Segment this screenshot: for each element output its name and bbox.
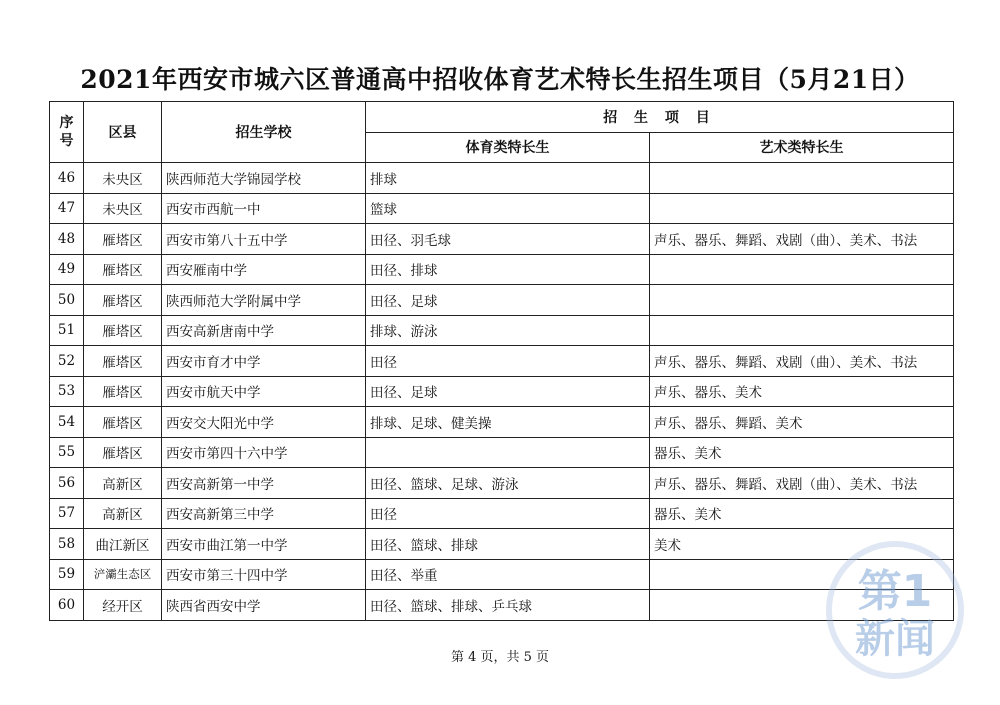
row-school: 陕西师范大学锦园学校 [162,163,366,194]
row-sport-items: 田径、举重 [366,559,650,590]
row-district: 雁塔区 [84,224,162,255]
table-row [50,437,954,468]
table-row [50,224,954,255]
row-school: 西安雁南中学 [162,254,366,285]
row-district: 雁塔区 [84,346,162,377]
row-number: 59 [50,559,84,590]
row-art-items [650,254,954,285]
row-district: 雁塔区 [84,437,162,468]
row-number: 48 [50,224,84,255]
row-number: 49 [50,254,84,285]
row-sport-items: 排球 [366,163,650,194]
header-index [50,102,84,163]
row-school: 西安市育才中学 [162,346,366,377]
table-row [50,285,954,316]
row-sport-items: 田径、排球 [366,254,650,285]
row-sport-items: 田径 [366,346,650,377]
table-row [50,163,954,194]
row-number: 60 [50,590,84,621]
row-school: 西安高新第三中学 [162,498,366,529]
row-district: 浐灞生态区 [84,559,162,590]
row-art-items: 声乐、器乐、舞蹈、戏剧（曲）、美术、书法 [650,468,954,499]
row-school: 西安市曲江第一中学 [162,529,366,560]
row-art-items: 美术 [650,529,954,560]
row-school: 西安市第四十六中学 [162,437,366,468]
table-row [50,315,954,346]
row-sport-items: 田径、羽毛球 [366,224,650,255]
page-footer: 第 4 页，共 5 页 [450,650,550,665]
row-school: 陕西师范大学附属中学 [162,285,366,316]
row-district: 未央区 [84,163,162,194]
row-district: 雁塔区 [84,254,162,285]
header-sport: 体育类特长生 [366,132,650,163]
document-title: 2021年西安市城六区普通高中招收体育艺术特长生招生项目（5月21日） [80,65,920,94]
row-art-items: 声乐、器乐、舞蹈、美术 [650,407,954,438]
row-sport-items: 篮球 [366,193,650,224]
row-art-items: 器乐、美术 [650,498,954,529]
row-district: 雁塔区 [84,407,162,438]
table-row [50,254,954,285]
row-sport-items: 田径、篮球、足球、游泳 [366,468,650,499]
watermark-line1: 第1 [857,566,933,617]
row-school: 西安交大阳光中学 [162,407,366,438]
row-school: 西安市航天中学 [162,376,366,407]
header-enrollment-items: 招 生 项 目 [366,102,954,133]
row-art-items [650,193,954,224]
watermark-line2: 新闻 [855,616,935,662]
row-district: 未央区 [84,193,162,224]
header-district: 区县 [84,102,162,163]
table-row [50,468,954,499]
row-number: 54 [50,407,84,438]
row-school: 陕西省西安中学 [162,590,366,621]
header-art: 艺术类特长生 [650,132,954,163]
row-sport-items: 排球、足球、健美操 [366,407,650,438]
table-row [50,529,954,560]
row-number: 58 [50,529,84,560]
row-art-items: 声乐、器乐、舞蹈、戏剧（曲）、美术、书法 [650,346,954,377]
watermark-logo [820,540,970,680]
row-school: 西安市第八十五中学 [162,224,366,255]
row-district: 高新区 [84,498,162,529]
row-art-items: 声乐、器乐、舞蹈、戏剧（曲）、美术、书法 [650,224,954,255]
table-row [50,407,954,438]
row-school: 西安市西航一中 [162,193,366,224]
row-number: 53 [50,376,84,407]
row-sport-items: 田径 [366,498,650,529]
table-body [50,163,954,621]
row-district: 经开区 [84,590,162,621]
row-school: 西安高新第一中学 [162,468,366,499]
row-art-items [650,315,954,346]
table-row [50,498,954,529]
row-number: 46 [50,163,84,194]
row-number: 52 [50,346,84,377]
row-district: 雁塔区 [84,315,162,346]
row-number: 57 [50,498,84,529]
row-sport-items: 田径、足球 [366,285,650,316]
row-number: 47 [50,193,84,224]
row-district: 曲江新区 [84,529,162,560]
row-art-items: 声乐、器乐、美术 [650,376,954,407]
row-number: 51 [50,315,84,346]
table-row [50,346,954,377]
row-district: 高新区 [84,468,162,499]
header-index-line1: 序 [59,115,74,131]
row-number: 50 [50,285,84,316]
row-art-items [650,163,954,194]
row-school: 西安高新唐南中学 [162,315,366,346]
row-art-items: 器乐、美术 [650,437,954,468]
row-art-items [650,285,954,316]
header-index-line2: 号 [59,133,74,149]
enrollment-table [49,101,954,621]
table-row [50,193,954,224]
table-row [50,590,954,621]
row-sport-items: 田径、篮球、排球、乒乓球 [366,590,650,621]
row-district: 雁塔区 [84,285,162,316]
row-sport-items: 田径、足球 [366,376,650,407]
row-sport-items [366,437,650,468]
header-school: 招生学校 [162,102,366,163]
table-row [50,376,954,407]
row-sport-items: 排球、游泳 [366,315,650,346]
row-sport-items: 田径、篮球、排球 [366,529,650,560]
row-number: 55 [50,437,84,468]
row-district: 雁塔区 [84,376,162,407]
row-school: 西安市第三十四中学 [162,559,366,590]
row-number: 56 [50,468,84,499]
table-row [50,559,954,590]
